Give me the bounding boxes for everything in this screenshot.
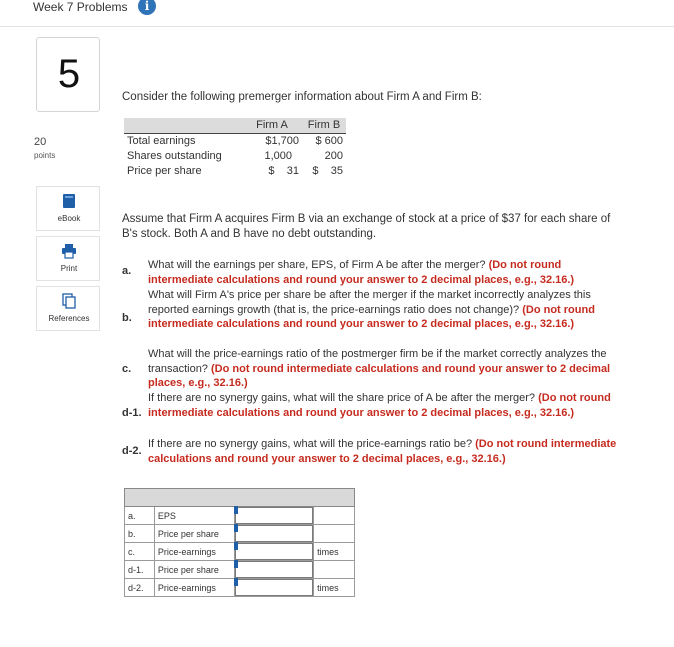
answer-unit: times (314, 579, 355, 597)
question-text: What will the price-earnings ratio of the postmerger firm be if the market correctly analyzes the transaction? (148, 348, 607, 375)
question-note: (Do not round intermediate calculations and round your answer to 2 decimal places, e.g., 32.16.) (148, 362, 611, 389)
answer-label: c. (125, 543, 155, 561)
answer-table-header (125, 489, 355, 507)
answer-unit (314, 561, 355, 579)
answer-label: d-2. (125, 579, 155, 597)
points-value: 20 (34, 136, 47, 148)
field-marker (234, 578, 238, 586)
ebook-label: eBook (57, 214, 81, 223)
answer-unit: times (314, 543, 355, 561)
points-label: points (34, 151, 56, 160)
answer-unit (314, 507, 355, 525)
question-text: What will Firm A's price per share be after the merger if the market incorrectly analyzes this reported earnings growth (that is, the price-earnings ratio does not change)? (148, 289, 591, 316)
firm-b-header: Firm B (302, 118, 346, 134)
table-row (124, 134, 346, 150)
print-label: Print (60, 264, 78, 273)
references-label: References (48, 314, 90, 323)
field-marker (234, 506, 238, 514)
assignment-title: Week 7 Problems (33, 0, 128, 14)
field-marker (234, 560, 238, 568)
answer-row (125, 543, 355, 561)
answer-cell (234, 543, 313, 561)
row-label: Total earnings (127, 135, 196, 147)
question-number: 5 (57, 52, 81, 96)
firm-b-value: 200 (324, 150, 343, 162)
question-note: (Do not round intermediate calculations and round your answer to 2 decimal places, e.g., 32.16.) (148, 303, 595, 330)
question-text: What will the earnings per share, EPS, of Firm A be after the merger? (148, 259, 486, 271)
answer-label: b. (125, 525, 155, 543)
question-label: d-1. (122, 407, 142, 419)
table-row (124, 149, 346, 164)
question-label: c. (122, 363, 132, 375)
firm-b-value: $ 600 (315, 135, 343, 147)
copy-icon (61, 293, 77, 309)
answer-label: a. (125, 507, 155, 525)
answer-item: Price-earnings (154, 543, 234, 561)
answer-item: Price per share (154, 561, 234, 579)
answer-row (125, 561, 355, 579)
answer-cell (234, 507, 313, 525)
firm-a-value: $ 31 (268, 165, 299, 177)
firm-a-header: Firm A (242, 118, 302, 134)
answer-row (125, 525, 355, 543)
answer-item: Price per share (154, 525, 234, 543)
answer-row (125, 579, 355, 597)
answer-unit (314, 525, 355, 543)
field-marker (234, 524, 238, 532)
answer-row (125, 507, 355, 525)
question-text: If there are no synergy gains, what will the price-earnings ratio be? (148, 438, 473, 450)
answer-label: d-1. (125, 561, 155, 579)
price-earnings-input[interactable] (235, 543, 313, 560)
ebook-button[interactable] (36, 186, 100, 231)
question-label: d-2. (122, 445, 142, 457)
assumption-text: Assume that Firm A acquires Firm B via an exchange of stock at a price of $37 for each share of B's stock. Both A and B have no debt outstanding. (122, 213, 611, 240)
info-icon[interactable]: i (138, 0, 156, 15)
no-synergy-pe-input[interactable] (235, 579, 313, 596)
print-button[interactable] (36, 236, 100, 281)
top-bar (0, 0, 674, 27)
field-marker (234, 542, 238, 550)
firm-b-value: $ 35 (312, 165, 343, 177)
firm-a-value: 1,000 (264, 150, 292, 162)
answer-item: EPS (154, 507, 234, 525)
table-row (124, 164, 346, 179)
eps-input[interactable] (235, 507, 313, 524)
question-note: (Do not round intermediate calculations and round your answer to 2 decimal places, e.g., 32.16.) (148, 438, 617, 465)
question-text: If there are no synergy gains, what will the share price of A be after the merger? (148, 392, 536, 404)
question-note: (Do not round intermediate calculations and round your answer to 2 decimal places, e.g., 32.16.) (148, 259, 575, 286)
question-label: b. (122, 312, 132, 324)
answer-table-header-cell (125, 489, 355, 507)
intro-text: Consider the following premerger information about Firm A and Firm B: (122, 91, 482, 103)
table-header-blank (124, 118, 242, 134)
firm-a-value: $1,700 (265, 135, 299, 147)
answer-cell (234, 561, 313, 579)
answer-table (124, 488, 355, 597)
answer-cell (234, 579, 313, 597)
question-number-box (36, 37, 100, 112)
answer-item: Price-earnings (154, 579, 234, 597)
price-per-share-input[interactable] (235, 525, 313, 542)
no-synergy-price-input[interactable] (235, 561, 313, 578)
premerger-table (124, 118, 346, 179)
row-label: Shares outstanding (127, 150, 222, 162)
references-button[interactable] (36, 286, 100, 331)
book-icon (61, 193, 77, 209)
printer-icon (61, 243, 77, 259)
answer-cell (234, 525, 313, 543)
question-note: (Do not round intermediate calculations and round your answer to 2 decimal places, e.g., 32.16.) (148, 392, 611, 419)
question-label: a. (122, 265, 132, 277)
row-label: Price per share (127, 165, 202, 177)
